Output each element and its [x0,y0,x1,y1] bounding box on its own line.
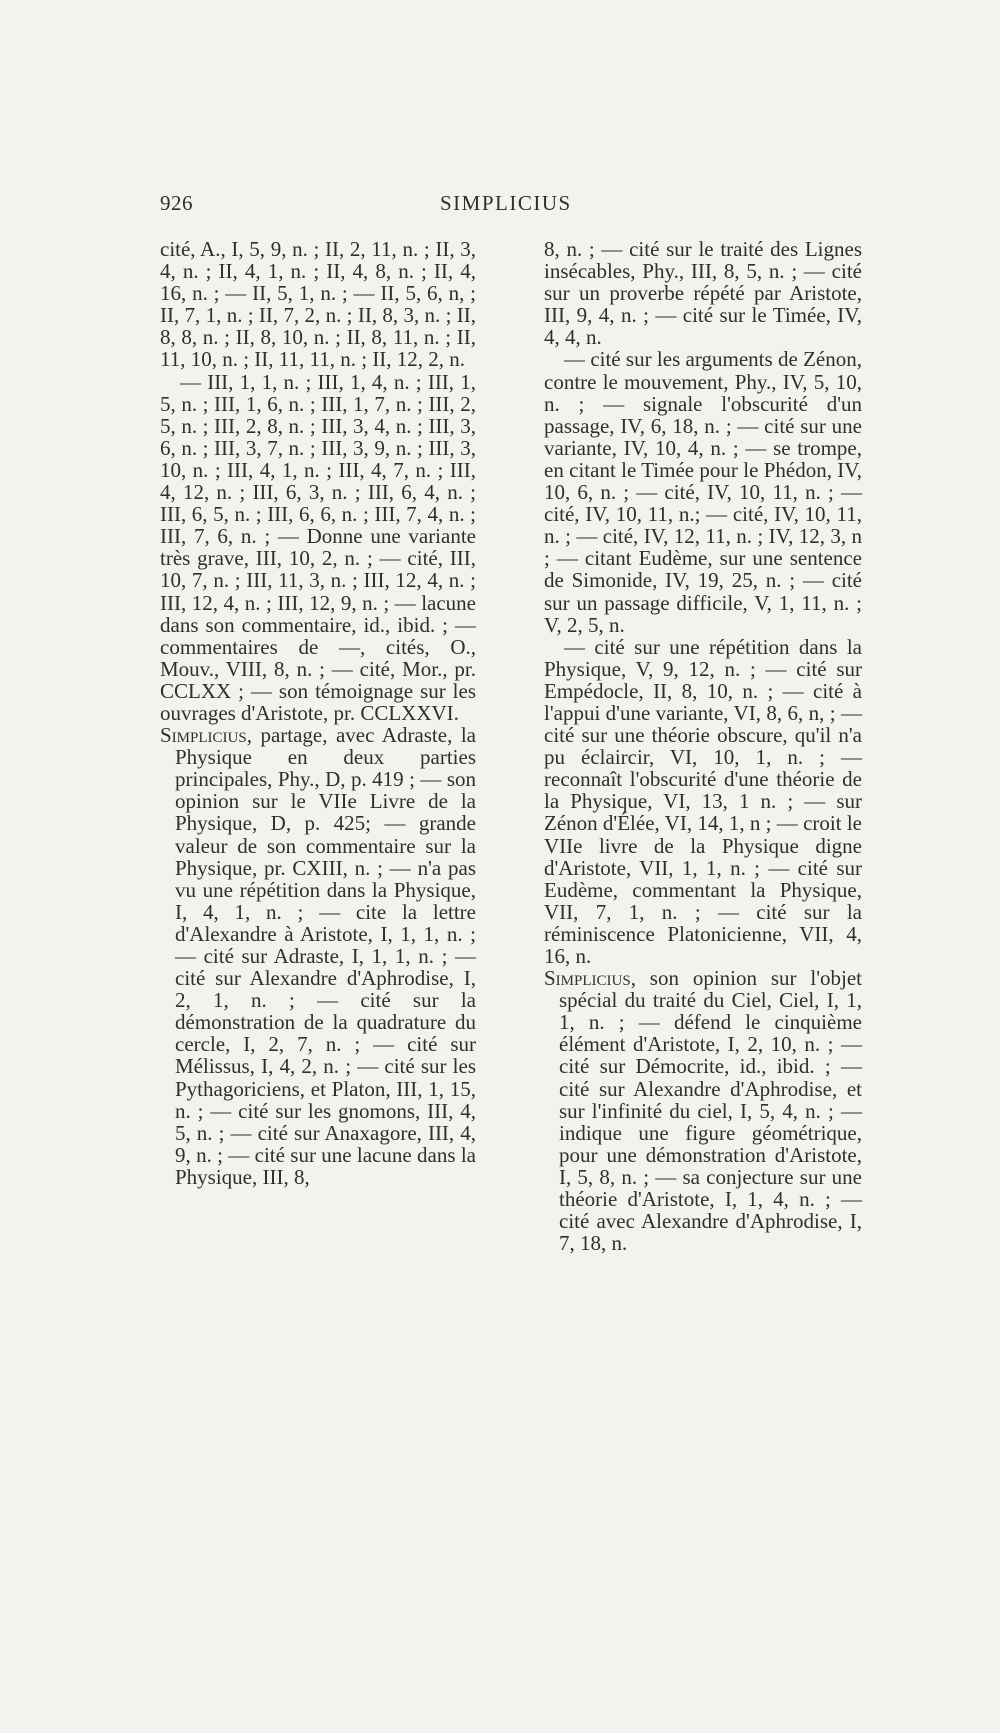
running-title: SIMPLICIUS [440,191,572,215]
page-header [160,191,860,221]
entry-headword: Simplicius [544,966,631,991]
entry-body: , son opinion sur l'objet spécial du traité du Ciel, Ciel, I, 1, 1, n. ; — défend le cinquième élément d'Aristote, I, 2, 10, n. ; — cité sur Démocrite, id., ibid. ; — cité sur Alexandre d'Aphrodise, et sur l'infinité du ciel, I, 5, 4, n. ; — indique une figure géométrique, pour une démonstration d'Aristote, I, 5, 8, n. ; — sa conjecture sur une théorie d'Aristote, I, 1, 4, n. ; — cité avec Alexandre d'Aphrodise, I, 7, 18, n. [559,966,862,1256]
right-column [544,238,862,1254]
left-column [160,238,476,1188]
index-subentry: — cité sur les arguments de Zénon, contre le mouvement, Phy., IV, 5, 10, n. ; — signale l'obscurité d'un passage, IV, 6, 18, n. ; — cité sur une variante, IV, 10, 4, n. ; — se trompe, en citant le Timée pour le Phédon, IV, 10, 6, n. ; — cité, IV, 10, 11, n. ; — cité, IV, 10, 11, n.; — cité, IV, 10, 11, n. ; — cité, IV, 12, 11, n. ; IV, 12, 3, n ; — citant Eudème, sur une sentence de Simonide, IV, 19, 25, n. ; — cité sur un passage difficile, V, 1, 11, n. ; V, 2, 5, n. [544,347,862,637]
index-entry-continuation: cité, A., I, 5, 9, n. ; II, 2, 11, n. ; II, 3, 4, n. ; II, 4, 1, n. ; II, 4, 8, n. ; II, 4, 16, n. ; — II, 5, 1, n. ; — II, 5, 6, n, ; II, 7, 1, n. ; II, 7, 2, n. ; II, 8, 3, n. ; II, 8, 8, n. ; II, 8, 10, n. ; II, 8, 11, n. ; II, 11, 10, n. ; II, 11, 11, n. ; II, 12, 2, n. [160,237,476,372]
index-entry-continuation: 8, n. ; — cité sur le traité des Lignes insécables, Phy., III, 8, 5, n. ; — cité sur un proverbe répété par Aristote, III, 9, 4, n. ; — cité sur le Timée, IV, 4, 4, n. [544,237,862,350]
entry-body: , partage, avec Adraste, la Physique en deux parties principales, Phy., D, p. 419 ; — son opinion sur le VIIe Livre de la Physique, D, p. 425; — grande valeur de son commentaire sur la Physique, pr. CXIII, n. ; — n'a pas vu une répétition dans la Physique, I, 4, 1, n. ; — cite la lettre d'Alexandre à Aristote, I, 1, 1, n. ; — cité sur Adraste, I, 1, 1, n. ; — cité sur Alexandre d'Aphrodise, I, 2, 1, n. ; — cité sur la démonstration de la quadrature du cercle, I, 2, 7, n. ; — cité sur Mélissus, I, 4, 2, n. ; — cité sur les Pythagoriciens, et Platon, III, 1, 15, n. ; — cité sur les gnomons, III, 4, 5, n. ; — cité sur Anaxagore, III, 4, 9, n. ; — cité sur une lacune dans la Physique, III, 8, [175,723,476,1189]
index-entry-simplicius-ciel [544,967,862,1254]
index-subentry: — cité sur une répétition dans la Physique, V, 9, 12, n. ; — cité sur Empédocle, II, 8, 10, n. ; — cité à l'appui d'une variante, VI, 8, 6, n, ; — cité sur une théorie obscure, qu'il n'a pu éclaircir, VI, 10, 1, n. ; — reconnaît l'obscurité d'une théorie de la Physique, VI, 13, 1 n. ; — sur Zénon d'Élée, VI, 14, 1, n ; — croit le VIIe livre de la Physique digne d'Aristote, VII, 1, 1, n. ; — cité sur Eudème, commentant la Physique, VII, 7, 1, n. ; — cité sur la réminiscence Platonicienne, VII, 4, 16, n. [544,634,862,968]
index-entry-simplicius-physique [160,724,476,1188]
index-subentry: — III, 1, 1, n. ; III, 1, 4, n. ; III, 1, 5, n. ; III, 1, 6, n. ; III, 1, 7, n. ; III, 2, 5, n. ; III, 2, 8, n. ; III, 3, 4, n. ; III, 3, 6, n. ; III, 3, 7, n. ; III, 3, 9, n. ; III, 3, 10, n. ; III, 4, 1, n. ; III, 4, 7, n. ; III, 4, 12, n. ; III, 6, 3, n. ; III, 6, 4, n. ; III, 6, 5, n. ; III, 6, 6, n. ; III, 7, 4, n. ; III, 7, 6, n. ; — Donne une variante très grave, III, 10, 2, n. ; — cité, III, 10, 7, n. ; III, 11, 3, n. ; III, 12, 4, n. ; III, 12, 4, n. ; III, 12, 9, n. ; — lacune dans son commentaire, id., ibid. ; — commentaires de —, cités, O., Mouv., VIII, 8, n. ; — cité, Mor., pr. CCLXX ; — son témoignage sur les ouvrages d'Aristote, pr. CCLXXVI. [160,369,476,725]
page-number: 926 [160,191,193,215]
entry-headword: Simplicius [160,723,247,748]
